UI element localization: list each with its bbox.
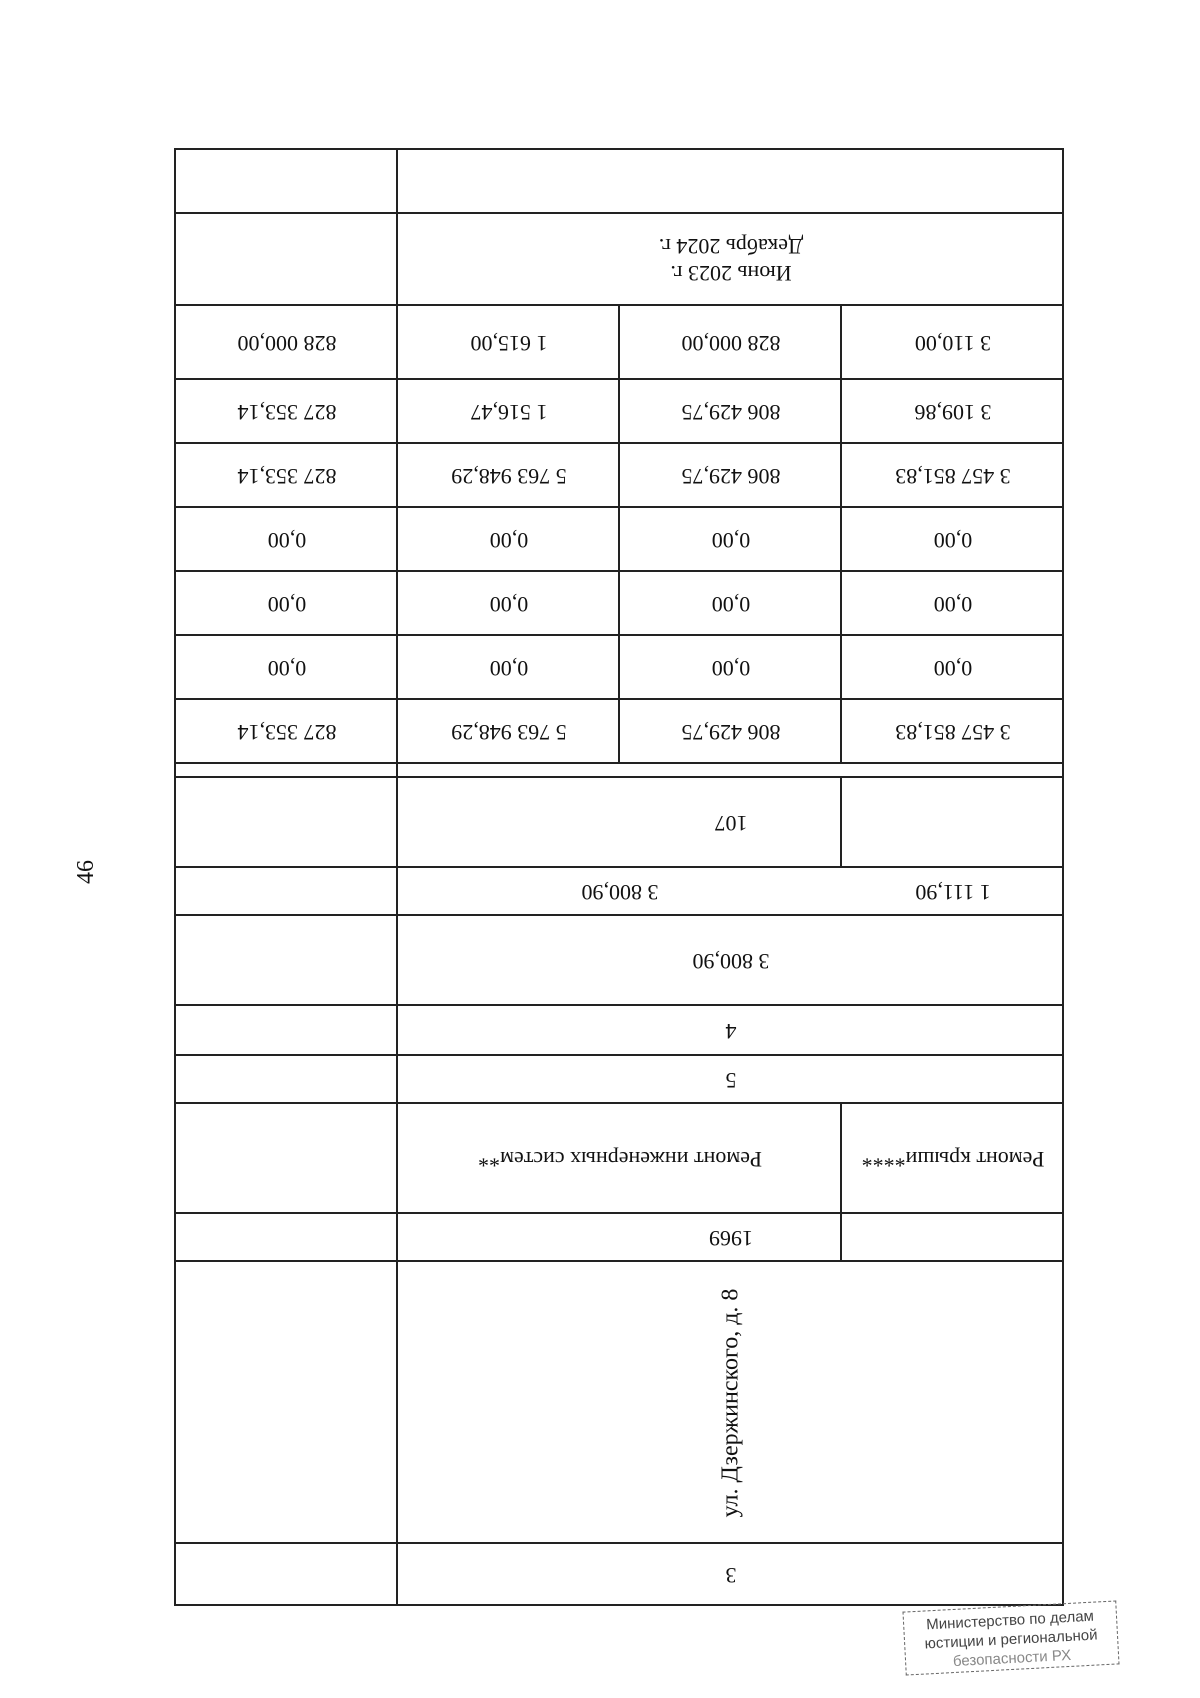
value-cell: 806 429,75 — [681, 399, 781, 425]
value-cell: 0,00 — [267, 591, 307, 617]
value-cell: 0,00 — [489, 591, 529, 617]
value-cell: 0,00 — [711, 527, 751, 553]
period-start: Июнь 2023 г. — [670, 261, 792, 287]
total-area-cell: 3 800,90 — [692, 948, 770, 974]
column-4-cell: 4 — [725, 1018, 737, 1044]
value-cell: 828 000,00 — [681, 330, 781, 356]
value-cell: 0,00 — [711, 591, 751, 617]
value-cell: 0,00 — [489, 655, 529, 681]
value-cell: 827 353,14 — [237, 719, 337, 745]
residents-cell: 107 — [714, 810, 748, 836]
value-cell: 806 429,75 — [681, 719, 781, 745]
work-type-engineering-cell: Ремонт инженерных систем** — [478, 1146, 762, 1172]
value-cell: 0,00 — [267, 655, 307, 681]
period-cell — [398, 214, 1064, 306]
row-number-cell: 3 — [725, 1562, 737, 1588]
value-cell: 1 615,00 — [470, 330, 548, 356]
year-cell: 1969 — [709, 1225, 753, 1251]
value-cell: 3 109,86 — [914, 399, 992, 425]
value-cell: 0,00 — [711, 655, 751, 681]
value-cell: 1 516,47 — [470, 399, 548, 425]
stamp-line-3: безопасности РХ — [952, 1646, 1072, 1671]
value-cell: 3 457 851,83 — [895, 463, 1011, 489]
stamp-line-1: Министерство по делам — [925, 1607, 1095, 1634]
value-cell: 828 000,00 — [237, 330, 337, 356]
address-cell — [398, 1262, 1064, 1544]
rotated-data-table — [174, 148, 1064, 1606]
value-cell: 5 763 948,29 — [451, 719, 567, 745]
value-cell: 0,00 — [933, 655, 973, 681]
value-cell: 0,00 — [933, 527, 973, 553]
column-5-cell: 5 — [725, 1067, 737, 1093]
value-cell: 806 429,75 — [681, 463, 781, 489]
value-cell: 0,00 — [489, 527, 529, 553]
page-number: 46 — [73, 860, 99, 884]
stamp-line-2: юстиции и региональной — [924, 1626, 1098, 1653]
value-cell: 5 763 948,29 — [451, 463, 567, 489]
value-cell: 3 457 851,83 — [895, 719, 1011, 745]
table-border-bottom — [174, 148, 1064, 150]
period-end: Декабрь 2024 г. — [658, 234, 804, 259]
value-cell: 3 110,00 — [914, 330, 992, 356]
value-cell: 827 353,14 — [237, 463, 337, 489]
common-area-cell: 3 800,90 — [581, 879, 659, 905]
value-cell: 827 353,14 — [237, 399, 337, 425]
value-cell: 0,00 — [267, 527, 307, 553]
ministry-stamp — [902, 1600, 1119, 1675]
work-type-roof-cell: Ремонт крыши**** — [861, 1146, 1045, 1172]
roof-area-cell: 1 111,90 — [915, 879, 991, 905]
address-text: ул. Дзержинского, д. 8 — [718, 1288, 744, 1518]
value-cell: 0,00 — [933, 591, 973, 617]
